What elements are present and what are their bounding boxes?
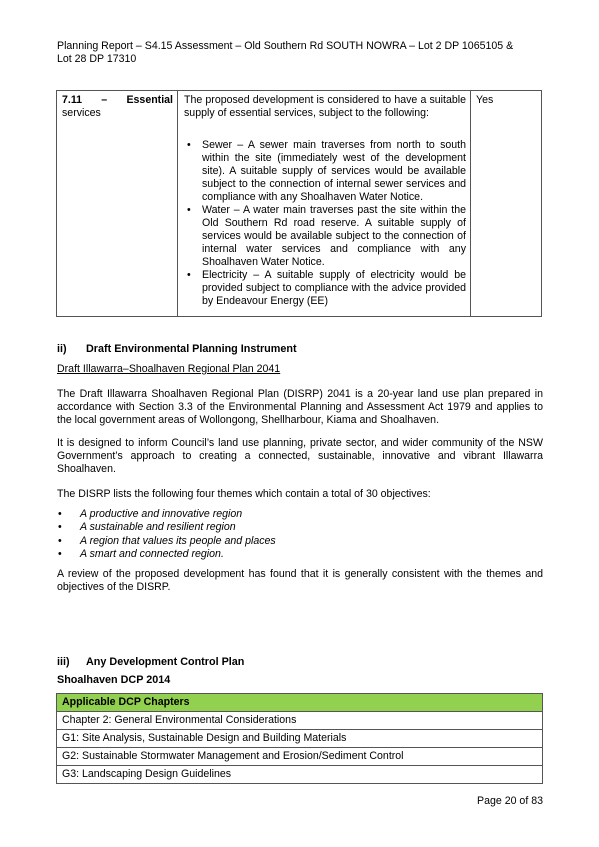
bullet-icon: • [58, 534, 62, 547]
list-item: • A smart and connected region. [58, 548, 224, 561]
bullet-icon: • [58, 508, 62, 520]
bullet-icon: • [58, 521, 62, 534]
services-heading: 7.11 – Essential [62, 94, 173, 106]
services-heading-line2: services [62, 107, 101, 119]
essential-services-table [56, 90, 542, 317]
header-line-2: Lot 28 DP 17310 [57, 53, 137, 65]
list-item: • A productive and innovative region [58, 508, 243, 520]
table-cell: Chapter 2: General Environmental Considerations [57, 712, 543, 730]
services-bullet-list [184, 139, 466, 308]
section-ii-title: Draft Environmental Planning Instrument [86, 343, 297, 355]
list-item: • Sewer – A sewer main traverses from north to south within the site (immediately west of the development site). A suitable supply of services would be available subject to the connection of internal sewer services and compliance with any Shoalhaven Water Notice. [187, 139, 466, 203]
page-header [57, 40, 545, 66]
dcp-chapters-table [56, 693, 543, 784]
section-iii-number: iii) [57, 656, 70, 668]
bullet-icon: • [58, 548, 62, 561]
services-detail-cell [178, 91, 471, 316]
list-item: • A region that values its people and places [58, 534, 276, 547]
themes-list [57, 508, 543, 562]
section-iii-subtitle: Shoalhaven DCP 2014 [57, 674, 171, 686]
section-ii-paragraph-3: The DISRP lists the following four themes which contain a total of 30 objectives: [57, 488, 431, 500]
bullet-icon: • [187, 204, 191, 216]
services-intro: The proposed development is considered to have a suitable supply of essential services, subject to the following: [184, 94, 466, 119]
table-header-row [57, 694, 543, 712]
section-ii-paragraph-2: It is designed to inform Council’s land use planning, private sector, and wider community of the NSW Government’s approach to creating a connected, sustainable, innovative and vibrant Illawarra Shoalhaven. [57, 437, 543, 475]
section-ii-paragraph-4: A review of the proposed development has found that it is generally consistent with the themes and objectives of the DISRP. [57, 568, 543, 593]
header-line-1: Planning Report – S4.15 Assessment – Old Southern Rd SOUTH NOWRA – Lot 2 DP 1065105 & [57, 40, 514, 52]
table-row [57, 748, 543, 766]
section-ii-number: ii) [57, 343, 67, 355]
section-ii-subtitle: Draft Illawarra–Shoalhaven Regional Plan 2041 [57, 363, 281, 375]
services-heading-cell [57, 91, 178, 316]
section-iii-heading [57, 656, 244, 669]
list-item: • A sustainable and resilient region [58, 521, 236, 534]
table-cell: G1: Site Analysis, Sustainable Design and Building Materials [57, 730, 543, 748]
compliance-value: Yes [476, 94, 494, 106]
table-cell: G3: Landscaping Design Guidelines [57, 766, 543, 784]
table-header-cell: Applicable DCP Chapters [57, 694, 543, 712]
page-number: Page 20 of 83 [477, 795, 543, 807]
table-row [57, 766, 543, 784]
section-iii-title: Any Development Control Plan [86, 656, 245, 668]
list-item: • Electricity – A suitable supply of electricity would be provided subject to compliance with the advice provided by Endeavour Energy (EE) [187, 269, 466, 307]
bullet-icon: • [187, 269, 191, 281]
section-ii-heading [57, 343, 297, 356]
section-ii-paragraph-1: The Draft Illawarra Shoalhaven Regional Plan (DISRP) 2041 is a 20-year land use plan prepared in accordance with Section 3.3 of the Environmental Planning and Assessment Act 1979 and applies to the local government areas of Wollongong, Shellharbour, Kiama and Shoalhaven. [57, 388, 543, 426]
table-row [57, 712, 543, 730]
services-compliance-cell [471, 91, 541, 316]
list-item: • Water – A water main traverses past the site within the Old Southern Rd road reserve. A suitable supply of services would be available subject to the connection of internal water services and compliance with any Shoalhaven Water Notice. [187, 204, 466, 268]
table-cell: G2: Sustainable Stormwater Management and Erosion/Sediment Control [57, 748, 543, 766]
table-row [57, 730, 543, 748]
bullet-icon: • [187, 139, 191, 151]
